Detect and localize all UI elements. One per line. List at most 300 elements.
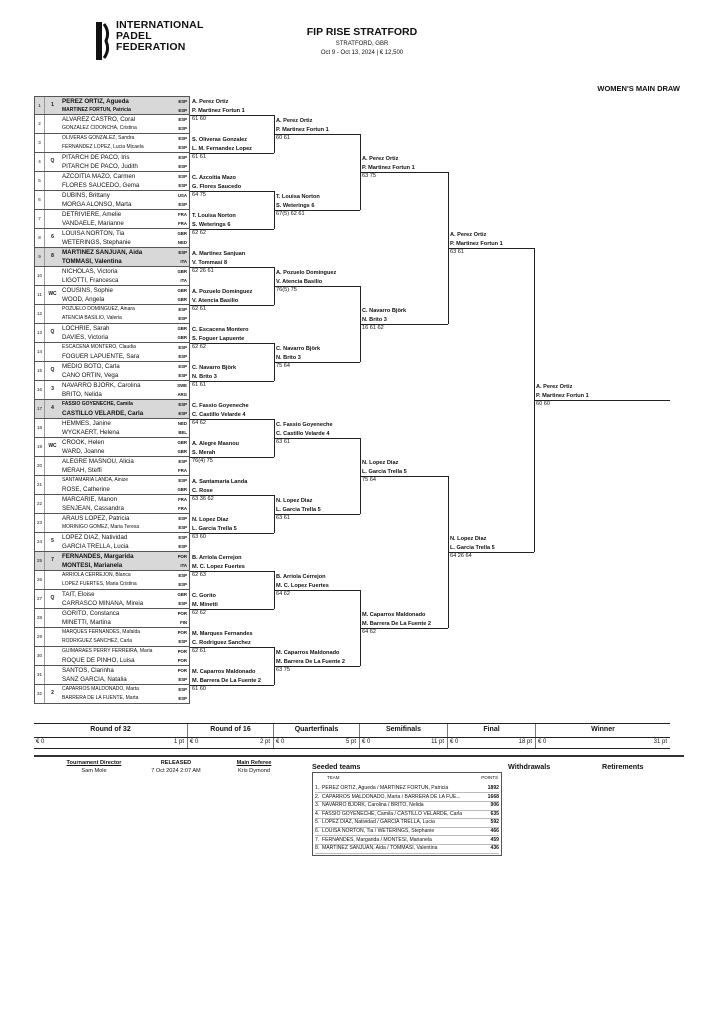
entry-number: 1: [35, 97, 45, 114]
player-2-name: MERAH, Steffi: [62, 466, 102, 474]
player-2-country: ITA: [180, 258, 187, 264]
player-2-name: MARTINEZ FORTUN, Patricia: [62, 106, 131, 113]
match-score: 61 60: [192, 686, 206, 692]
match-score: 61 60: [192, 116, 206, 122]
player-1-name: FERNANDES, Margarida: [62, 553, 134, 560]
draw-entry: [34, 647, 190, 666]
winner-player-2: L. Garcia Trella 5: [450, 544, 495, 551]
player-2-name: TOMMASI, Valentina: [62, 257, 122, 265]
player-1-name: OLIVERAS GONZALEZ, Sandra: [62, 135, 135, 141]
match-score: 63 36 62: [192, 496, 214, 502]
match-score: 63 75: [362, 173, 376, 179]
round-match-qf: [276, 345, 320, 371]
player-2-name: SENJEAN, Cassandra: [62, 504, 124, 512]
round-match-sf: [362, 611, 431, 637]
entry-status: WC: [48, 291, 57, 297]
entry-number: 8: [35, 229, 45, 247]
entry-number: 23: [35, 514, 45, 532]
winner-player-2: L. Garcia Trella 5: [192, 525, 237, 532]
player-1-name: LOPEZ DIAZ, Natividad: [62, 534, 128, 541]
seeded-row: [315, 802, 499, 810]
player-2-country: ESP: [178, 163, 187, 169]
round-match-r16: [192, 630, 253, 656]
player-1-name: SANTOS, Clarinha: [62, 667, 114, 674]
entry-number: 12: [35, 305, 45, 323]
match-score: 62 61: [192, 648, 206, 654]
player-2-country: ESP: [178, 107, 187, 113]
entry-number: 10: [35, 267, 45, 285]
player-2-name: RODRIGUEZ SANCHEZ, Carla: [62, 637, 133, 644]
entry-number: 11: [35, 286, 45, 304]
match-score: 75 64: [276, 363, 290, 369]
winner-player-1: N. Lopez Diaz: [450, 536, 487, 542]
round-name: Round of 16: [210, 726, 251, 733]
bracket-line: [190, 419, 274, 420]
round-match-qf: [276, 573, 329, 599]
draw-entry: [34, 514, 190, 533]
footer-rule: [34, 755, 684, 757]
entry-number: 25: [35, 552, 45, 570]
winner-player-1: A. Santamaria Landa: [192, 479, 248, 485]
winner-player-1: A. Alegre Masnou: [192, 441, 240, 447]
round-match-r16: [192, 326, 249, 352]
player-2-country: GBR: [177, 334, 187, 340]
bracket-line: [274, 362, 360, 363]
match-score: 63 61: [276, 439, 290, 445]
winner-player-2: V. Atencia Basilio: [276, 278, 323, 285]
winner-player-2: S. Foguer Lapuente: [192, 335, 245, 342]
draw-entry: [34, 400, 190, 419]
entry-number: 5: [35, 172, 45, 190]
player-1-country: ESP: [178, 99, 187, 104]
winner-player-1: C. Navarro Björk: [362, 308, 407, 314]
winner-player-1: C. Azcoitia Mazo: [192, 175, 236, 181]
winner-player-1: N. Lopez Diaz: [192, 517, 229, 523]
player-1-name: MEDIO BOTO, Carla: [62, 363, 120, 370]
match-score: 61 61: [192, 154, 206, 160]
seed-team: NAVARRO BJÖRK, Carolina / BRITO, Nelida: [322, 802, 424, 809]
player-2-country: BEL: [178, 429, 187, 435]
player-1-country: NED: [177, 421, 187, 426]
td-name: Sam Mole: [81, 768, 107, 774]
round-match-r16: [192, 516, 237, 542]
round-cell: [448, 724, 536, 748]
player-2-country: FIN: [180, 619, 187, 625]
player-1-name: HEMMES, Janine: [62, 420, 111, 427]
draw-entry: [34, 248, 190, 267]
player-1-country: POR: [177, 554, 187, 559]
player-2-name: WYCKAERT, Helena: [62, 428, 120, 436]
fip-logo-mark-icon: [96, 22, 110, 60]
match-score: 64 75: [192, 192, 206, 198]
winner-player-2: L. Garcia Trella 5: [362, 468, 407, 475]
winner-player-2: N. Brito 3: [362, 316, 387, 323]
player-2-name: WETERINGS, Stephanie: [62, 238, 131, 246]
match-score: 61 61: [192, 382, 206, 388]
player-2-name: ROSE, Catherine: [62, 485, 110, 493]
player-1-name: DUBINS, Brittany: [62, 192, 110, 199]
seeded-table: [312, 772, 502, 856]
bracket-line: [360, 324, 448, 325]
winner-player-1: A. Perez Ortiz: [450, 232, 487, 238]
player-2-country: FRA: [178, 467, 187, 473]
entry-number: 21: [35, 476, 45, 494]
match-score: 75 64: [362, 477, 376, 483]
match-score: 63 61: [276, 515, 290, 521]
seed-team: MARTINEZ SANJUAN, Aida / TOMMASI, Valentina: [322, 845, 438, 852]
round-match-r16: [192, 478, 247, 504]
round-points: 1 pt: [173, 739, 184, 745]
round-prize: € 0: [276, 739, 285, 745]
player-1-country: GBR: [177, 326, 187, 331]
winner-player-1: N. Lopez Diaz: [362, 460, 399, 466]
match-score: 62 61: [192, 306, 206, 312]
round-match-qf: [276, 421, 333, 447]
seeded-row: [315, 819, 499, 827]
round-match-r16: [192, 554, 245, 580]
round-match-r16: [192, 402, 249, 428]
draw-entry: [34, 438, 190, 457]
bracket-line: [190, 191, 274, 192]
round-match-r16: [192, 98, 245, 124]
winner-player-2: N. Brito 3: [192, 373, 217, 380]
match-score: 62 63: [192, 572, 206, 578]
team-col-header: TEAM: [327, 775, 340, 780]
champion-player-2: P. Martinez Fortun 1: [536, 392, 589, 399]
winner-player-1: A. Martinez Sanjuan: [192, 251, 246, 257]
winner-block: [536, 383, 589, 409]
entry-status: Q: [50, 595, 55, 601]
player-1-name: LOCHRIE, Sarah: [62, 325, 110, 332]
match-score: 64 26 64: [450, 553, 472, 559]
round-match-r16: [192, 592, 218, 618]
winner-player-2: V. Tommasi 8: [192, 259, 228, 266]
draw-entry: [34, 533, 190, 552]
rounds-prize-table: [34, 724, 670, 748]
round-name: Winner: [591, 726, 615, 733]
round-cell: [34, 724, 188, 748]
player-1-country: ESP: [178, 364, 187, 369]
player-2-country: ARG: [177, 391, 187, 397]
entry-status: 3: [51, 386, 54, 392]
player-2-name: MORGA ALONSO, Marta: [62, 200, 132, 208]
player-1-country: ESP: [178, 345, 187, 350]
player-1-name: GORITO, Constanca: [62, 610, 120, 617]
round-match-qf: [276, 269, 336, 295]
winner-player-2: C. Castillo Velarde 4: [276, 430, 330, 437]
player-1-country: ESP: [178, 155, 187, 160]
player-1-name: SANTAMARIA LANDA, Ainize: [62, 477, 129, 483]
player-1-country: GBR: [177, 440, 187, 445]
round-name: Round of 32: [90, 726, 131, 733]
player-2-country: GBR: [177, 296, 187, 302]
tournament-location: STRATFORD, GBR: [335, 41, 389, 47]
player-1-name: TAIT, Eloise: [62, 591, 95, 598]
entry-number: 16: [35, 381, 45, 399]
player-1-country: SWE: [177, 383, 187, 388]
seed-points: 1668: [487, 793, 499, 800]
bracket-line: [274, 286, 360, 287]
winner-player-1: C. Gorito: [192, 593, 216, 599]
match-score: 60 61: [276, 135, 290, 141]
entry-number: 22: [35, 495, 45, 513]
winner-player-2: S. Merah: [192, 449, 216, 456]
winner-player-1: T. Louisa Norton: [192, 213, 236, 219]
player-2-country: ESP: [178, 315, 187, 321]
entry-number: 19: [35, 438, 45, 456]
seed-number: 1.: [315, 785, 320, 791]
player-1-name: ARAUS LOPEZ, Patricia: [62, 515, 130, 522]
match-score: 62 62: [192, 230, 206, 236]
entry-status: 7: [51, 557, 54, 563]
seed-team: PEREZ ORTIZ, Agueda / MARTINEZ FORTUN, Patricia: [322, 785, 449, 791]
player-2-name: BARRERA DE LA FUENTE, Marta: [62, 694, 139, 701]
seed-number: 6.: [315, 828, 320, 834]
player-2-name: MORINIGO GOMEZ, Maria Teresa: [62, 523, 140, 530]
player-1-country: ESP: [178, 174, 187, 179]
player-2-country: ESP: [178, 581, 187, 587]
seeded-row: [315, 811, 499, 819]
bracket-line: [274, 590, 360, 591]
released-label: RELEASED: [160, 760, 192, 766]
seeded-row: [315, 785, 499, 793]
round-prize: € 0: [36, 739, 45, 745]
bracket-line: [274, 438, 360, 439]
player-2-name: CASTILLO VELARDE, Carla: [62, 409, 144, 417]
draw-entry: [34, 172, 190, 191]
player-1-name: PITARCH DE PACO, Iris: [62, 154, 130, 161]
winner-player-2: V. Atencia Basilio: [192, 297, 239, 304]
player-2-country: NED: [177, 239, 187, 245]
player-1-country: FRA: [178, 497, 187, 502]
round-points: 5 pt: [345, 739, 356, 745]
released-value: 7 Oct 2024 2:07 AM: [151, 768, 201, 774]
player-2-name: LIGOTTI, Francesca: [62, 276, 119, 284]
entry-number: 4: [35, 153, 45, 171]
player-2-country: ITA: [180, 277, 187, 283]
match-score: 63 61: [450, 249, 464, 255]
match-score: 63 75: [276, 667, 290, 673]
player-2-country: GBR: [177, 448, 187, 454]
winner-player-1: C. Fassio Goyeneche: [192, 403, 249, 409]
winner-player-1: M. Marques Fernandes: [192, 631, 253, 637]
bracket-line: [274, 514, 360, 515]
player-1-country: GBR: [177, 288, 187, 293]
player-2-name: PITARCH DE PACO, Judith: [62, 162, 138, 170]
winner-player-1: C. Navarro Björk: [276, 346, 321, 352]
draw-entry: [34, 495, 190, 514]
bracket-line: [190, 267, 274, 268]
match-score: 62 26 61: [192, 268, 214, 274]
player-1-name: NAVARRO BJÖRK, Carolina: [62, 382, 141, 389]
match-score: 62 62: [192, 610, 206, 616]
match-score: 67(5) 62 61: [276, 211, 305, 217]
player-2-name: WARD, Joanne: [62, 447, 105, 455]
td-label: Tournament Director: [66, 760, 122, 766]
draw-entry: [34, 666, 190, 685]
entry-status: Q: [50, 158, 55, 164]
final-score: 60 60: [536, 401, 550, 407]
winner-player-1: B. Arriola Cerrejon: [276, 574, 326, 580]
org-line-1: INTERNATIONAL: [116, 19, 204, 31]
round-match-sf: [362, 459, 407, 485]
player-2-name: FOGUER LAPUENTE, Sara: [62, 352, 140, 360]
entry-status: 1: [51, 102, 54, 108]
champion-player-1: A. Perez Ortiz: [536, 384, 573, 390]
seed-points: 436: [490, 845, 499, 852]
entry-number: 7: [35, 210, 45, 228]
draw-entry: [34, 324, 190, 343]
round-match-qf: [276, 117, 329, 143]
draw-entry: [34, 286, 190, 305]
seed-points: 592: [490, 819, 499, 826]
player-1-country: ESP: [178, 535, 187, 540]
round-prize: € 0: [362, 739, 371, 745]
entry-status: Q: [50, 329, 55, 335]
round-match-qf: [276, 193, 320, 219]
winner-player-1: A. Pozuelo Dominguez: [276, 270, 337, 276]
player-2-country: ESP: [178, 144, 187, 150]
player-2-name: CARRASCO MIÑANA, Mireia: [62, 599, 144, 607]
entry-number: 6: [35, 191, 45, 209]
draw-entry: [34, 229, 190, 248]
round-match-sf: [362, 155, 415, 181]
draw-entry: [34, 590, 190, 609]
bracket-line: [190, 495, 274, 496]
winner-player-1: B. Arriola Cerrejon: [192, 555, 242, 561]
player-1-name: ARRIOLA CERREJON, Blanca: [62, 572, 131, 578]
seed-points: 906: [490, 802, 499, 809]
round-cell: [536, 724, 670, 748]
round-match-qf: [276, 649, 345, 675]
seed-points: 459: [490, 836, 499, 843]
player-2-country: ESP: [178, 182, 187, 188]
player-2-country: ESP: [178, 676, 187, 682]
player-2-country: ESP: [178, 524, 187, 530]
player-1-country: GBR: [177, 269, 187, 274]
player-2-country: ESP: [178, 695, 187, 701]
bracket-line: [190, 571, 274, 572]
player-2-name: GARCIA TRELLA, Lucia: [62, 542, 129, 550]
player-2-country: ESP: [178, 201, 187, 207]
entry-number: 3: [35, 134, 45, 152]
winner-player-2: P. Martinez Fortun 1: [362, 164, 415, 171]
winner-player-1: M. Caparros Maldonado: [276, 650, 340, 656]
player-2-name: BRITO, Nelida: [62, 390, 102, 398]
seed-team: LOUISA NORTON, Tia / WETERINGS, Stephanie: [322, 828, 435, 834]
player-1-country: ESP: [178, 250, 187, 255]
player-1-country: POR: [177, 630, 187, 635]
match-score: 76(4) 75: [192, 458, 213, 464]
player-2-name: ROQUE DE PINHO, Luisa: [62, 656, 135, 664]
player-2-name: MINETTI, Martina: [62, 618, 111, 626]
round-match-qf: [276, 497, 321, 523]
bracket-line: [448, 248, 534, 249]
match-score: 64 62: [362, 629, 376, 635]
player-1-name: ALEGRE MASNOU, Alicia: [62, 458, 134, 465]
round-match-r16: [192, 288, 252, 314]
player-1-country: ESP: [178, 402, 187, 407]
winner-player-2: M. Barrera De La Fuente 2: [192, 677, 262, 684]
entry-number: 20: [35, 457, 45, 475]
player-1-country: POR: [177, 668, 187, 673]
bracket-line: [190, 153, 274, 154]
entry-number: 26: [35, 571, 45, 589]
seed-team: CAPARROS MALDONADO, Marta / BARRERA DE LA FUE...: [322, 793, 461, 800]
player-1-name: COUSINS, Sophie: [62, 287, 113, 294]
player-1-country: ESP: [178, 307, 187, 312]
winner-player-2: P. Martinez Fortun 1: [276, 126, 329, 133]
entry-number: 2: [35, 115, 45, 133]
player-2-country: ESP: [178, 410, 187, 416]
winner-line: [534, 400, 670, 401]
round-points: 2 pt: [259, 739, 270, 745]
winner-player-1: M. Caparros Maldonado: [362, 612, 426, 618]
rounds-mid-rule: [34, 737, 670, 738]
player-1-name: DETRIVIERE, Amelie: [62, 211, 122, 218]
seeded-row: [315, 794, 499, 802]
round-match-sf: [362, 307, 406, 333]
entry-status: Q: [50, 367, 55, 373]
player-1-country: ESP: [178, 687, 187, 692]
match-score: 16 61 62: [362, 325, 384, 331]
winner-player-2: C. Rodriguez Sanchez: [192, 639, 251, 646]
draw-title: WOMEN'S MAIN DRAW: [597, 84, 680, 93]
released-info: [146, 760, 206, 774]
round-prize: € 0: [538, 739, 547, 745]
draw-entry: [34, 343, 190, 362]
round-name: Semifinals: [385, 726, 421, 733]
player-1-country: ESP: [178, 136, 187, 141]
tournament-title: FIP RISE STRATFORD: [306, 26, 418, 38]
round-match-r16: [192, 174, 241, 200]
player-2-country: POR: [177, 657, 187, 663]
player-2-country: ESP: [178, 353, 187, 359]
winner-player-2: S. Weterings 6: [276, 202, 315, 209]
entry-number: 14: [35, 343, 45, 361]
winner-player-2: M. C. Lopez Fuertes: [276, 582, 329, 589]
bracket-line: [360, 628, 448, 629]
player-1-country: ESP: [178, 516, 187, 521]
round-match-final: [450, 231, 503, 257]
seeded-row: [315, 837, 499, 845]
winner-player-2: L. Garcia Trella 5: [276, 506, 321, 513]
player-1-name: MARQUES FERNANDES, Mafalda: [62, 629, 141, 635]
winner-player-1: A. Perez Ortiz: [276, 118, 313, 124]
player-2-country: ESP: [178, 125, 187, 131]
seed-number: 7.: [315, 836, 320, 843]
player-1-country: ESP: [178, 117, 187, 122]
seed-number: 5.: [315, 819, 320, 826]
player-2-country: ESP: [178, 372, 187, 378]
round-match-r16: [192, 250, 245, 276]
winner-player-2: L. M. Fernandez Lopez: [192, 145, 252, 152]
player-2-country: ESP: [178, 600, 187, 606]
bracket-line: [190, 533, 274, 534]
entry-status: 2: [51, 690, 54, 696]
winner-player-1: T. Louisa Norton: [276, 194, 320, 200]
player-2-country: GBR: [177, 486, 187, 492]
bracket-line: [190, 457, 274, 458]
fip-logo: [96, 20, 206, 66]
player-1-name: MARTINEZ SANJUAN, Aida: [62, 249, 143, 256]
draw-entry: [34, 628, 190, 647]
round-match-r16: [192, 440, 239, 466]
player-2-name: FLORES SAUCEDO, Gema: [62, 181, 140, 189]
bracket-line: [190, 609, 274, 610]
player-2-country: FRA: [178, 505, 187, 511]
bracket-line: [190, 115, 274, 116]
